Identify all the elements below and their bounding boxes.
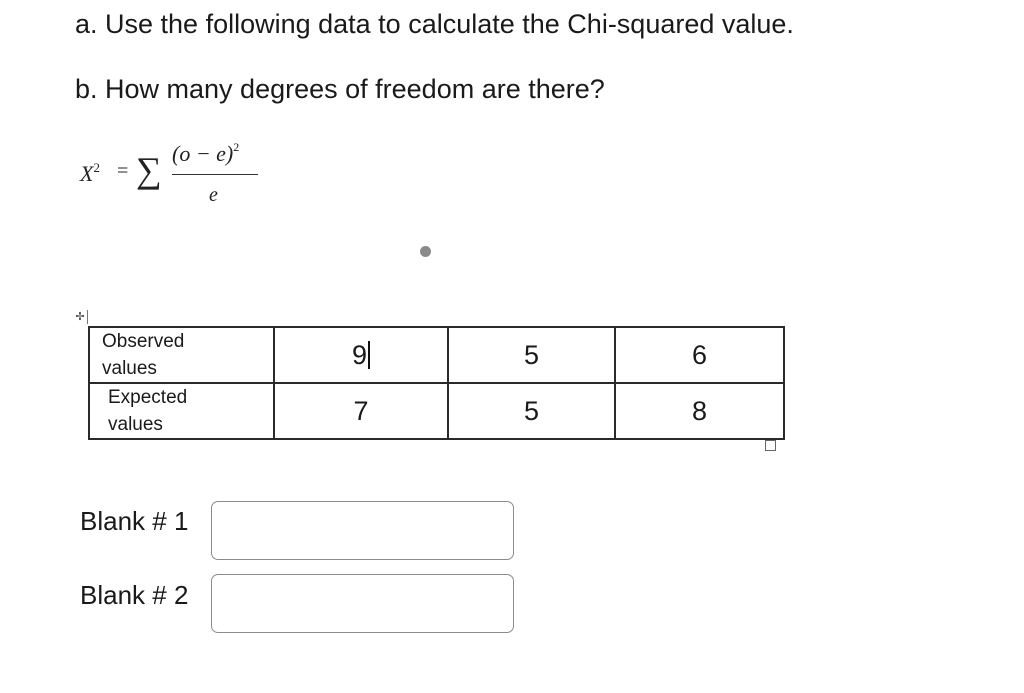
formula-fraction-bar [172,174,258,175]
table-cell[interactable] [448,383,615,439]
formula-lhs-symbol: X [80,161,94,186]
table-cell[interactable] [274,383,448,439]
blank-1-label: Blank # 1 [80,506,189,536]
cell-value: 5 [523,339,540,370]
cell-value: 9 [351,339,368,370]
table-cell[interactable] [274,327,448,383]
blank-1-input[interactable] [211,501,514,560]
table-cell[interactable] [448,327,615,383]
row-label-observed[interactable] [89,327,274,383]
formula-lhs-exponent: 2 [93,160,100,175]
table-row-expected [89,383,784,439]
cell-value: 8 [691,395,708,426]
row-label-expected[interactable] [89,383,274,439]
cursor-dot [420,246,431,257]
question-b: b. How many degrees of freedom are there? [75,74,605,104]
formula-numerator-exponent: 2 [233,140,240,154]
cell-value: 7 [353,395,369,426]
formula-numerator-text: (o − e) [172,141,234,166]
blank-2-input[interactable] [211,574,514,633]
formula-lhs [80,160,100,187]
blank-2-label: Blank # 2 [80,580,189,610]
formula-sigma: ∑ [136,150,162,190]
table-row-observed [89,327,784,383]
move-icon[interactable]: ✢ [73,310,88,324]
question-a: a. Use the following data to calculate the Chi-squared value. [75,9,794,39]
cell-value: 5 [523,395,540,426]
data-table [88,326,785,440]
row-label-line1: Observed [102,331,185,352]
formula-numerator [172,140,239,167]
table-cell[interactable] [615,383,784,439]
table-resize-handle[interactable] [765,440,776,451]
chi-squared-formula [80,138,270,218]
row-label-line1: Expected [108,387,188,408]
formula-denominator: e [209,184,218,206]
formula-equals: = [117,160,129,182]
row-label-line2: values [102,358,157,379]
table-cell[interactable] [615,327,784,383]
cell-value: 6 [691,339,708,370]
row-label-line2: values [108,414,163,435]
text-caret [368,341,370,369]
